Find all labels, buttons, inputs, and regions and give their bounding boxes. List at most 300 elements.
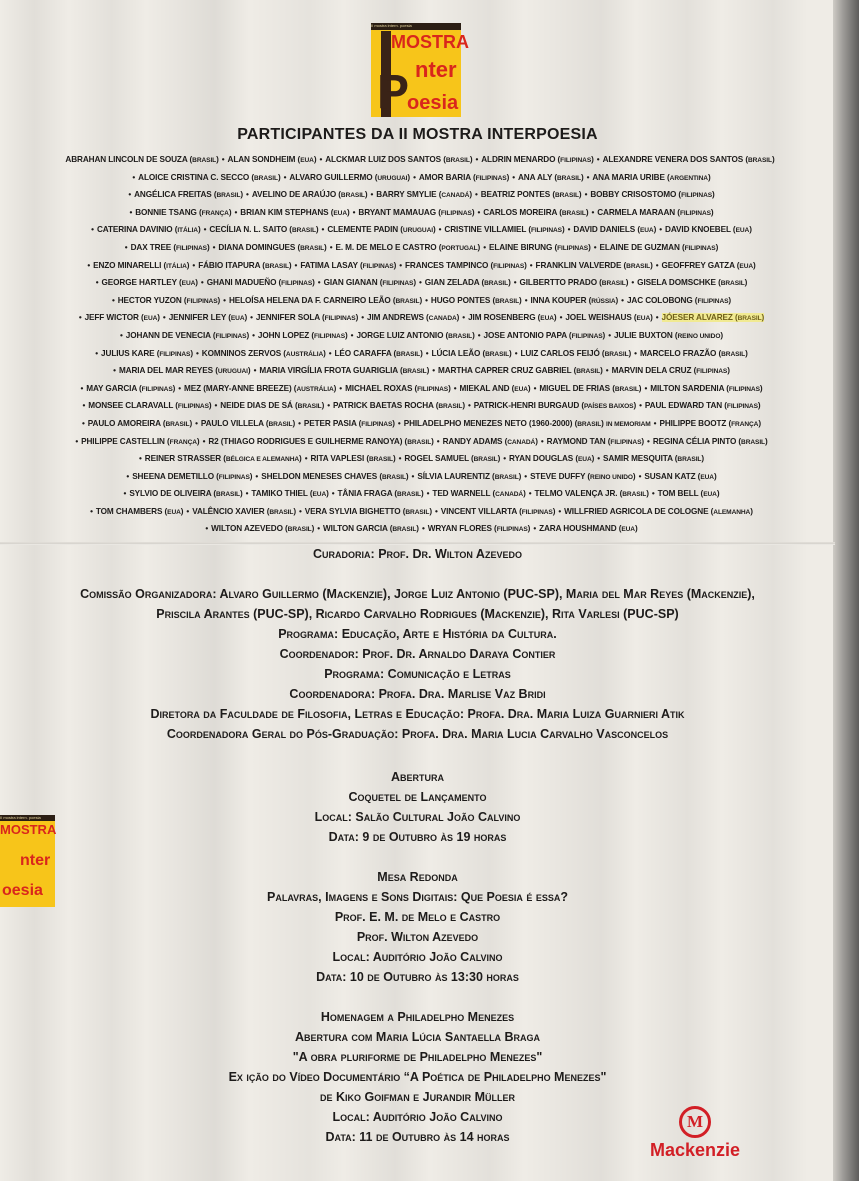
participant: BARRY SMYLIE (CANADÁ)	[376, 190, 472, 200]
participant-name: TAMIKO THIEL	[251, 489, 308, 499]
participant-name: MARTHA CAPRER CRUZ GABRIEL	[437, 366, 572, 376]
bullet-separator: •	[111, 295, 115, 305]
bullet-separator: •	[245, 489, 249, 499]
participant: DAVID DANIELS (EUA)	[573, 225, 657, 235]
bullet-separator: •	[425, 295, 428, 305]
participant-name: MILTON SARDENIA	[650, 383, 725, 393]
credit-line: Coordenadora: Profa. Dra. Marlise Vaz Bridi	[289, 687, 546, 701]
participant-country: FILIPINAS	[560, 157, 592, 164]
participant-country: EUA	[181, 280, 196, 288]
bullet-separator: •	[113, 366, 116, 376]
bullet-separator: •	[462, 313, 466, 323]
bullet-separator: •	[234, 207, 238, 217]
bullet-separator: •	[328, 348, 332, 358]
bullet-separator: •	[651, 489, 655, 499]
participant-country: REINO UNIDO	[677, 332, 721, 340]
participant: WILTON GARCIA (BRASIL)	[323, 524, 419, 534]
bullet-separator: •	[475, 155, 479, 164]
participant: WRYAN FLORES (FILIPINAS)	[427, 524, 531, 534]
participant-country: BRASIL	[396, 350, 421, 358]
participant-country: ITÁLIA	[177, 227, 198, 235]
participant: SHEENA DEMETILLO (FILIPINAS)	[132, 471, 253, 481]
participant-name: RYAN DOUGLAS	[509, 454, 574, 464]
participant: JENNIFER SOLA (FILIPINAS)	[255, 313, 359, 323]
participant: DAX TREE (FILIPINAS)	[130, 242, 210, 252]
participant: TELMO VALENÇA JR. (BRASIL)	[534, 489, 649, 499]
participant: TÂNIA FRAGA (BRASIL)	[337, 489, 424, 499]
bullet-separator: •	[605, 366, 609, 376]
participant-name: KOMNINOS ZERVOS	[201, 348, 282, 358]
event-title: Mesa Redonda	[377, 870, 458, 884]
participant: WILTON AZEVEDO (BRASIL)	[211, 524, 315, 534]
participant-country: AUSTRÁLIA	[296, 385, 334, 393]
participant-country: BRASIL	[407, 438, 432, 446]
participant: JOEL WEISHAUS (EUA)	[565, 313, 653, 323]
participant: JEFF WICTOR (EUA)	[84, 313, 160, 323]
participant-name: E. M. DE MELO E CASTRO	[335, 242, 437, 252]
participant-country: EUA	[540, 315, 554, 323]
participant-name: PATRICK BAETAS ROCHA	[333, 401, 434, 411]
participant-row	[20, 397, 820, 415]
participant-country: BRASIL	[484, 280, 509, 288]
participant-name: REINER STRASSER	[144, 454, 222, 464]
participant-name: AMOR BARIA	[418, 172, 471, 182]
participant: MONSEE CLARAVALL (FILIPINAS)	[88, 401, 212, 411]
participant: FATIMA LASAY (FILIPINAS)	[300, 260, 397, 270]
bullet-separator: •	[477, 330, 481, 340]
participant-country: BRASIL	[576, 368, 601, 376]
participant-country: BRASIL	[747, 157, 772, 164]
participant-country: EUA	[230, 315, 245, 323]
participant-country: EUA	[333, 209, 347, 217]
participant-name: WILTON GARCIA	[323, 524, 388, 534]
participant-name: PAULO VILLELA	[200, 418, 264, 428]
participant: PETER PASIA (FILIPINAS)	[303, 418, 395, 428]
bullet-separator: •	[644, 383, 648, 393]
participant-country: BRASIL	[405, 508, 430, 516]
participant-country: CANADÁ	[441, 192, 470, 200]
bullet-separator: •	[559, 313, 563, 323]
participant-country: FILIPINAS	[728, 385, 760, 393]
participant-name: BEATRIZ PONTES	[480, 190, 551, 200]
bullet-separator: •	[413, 172, 416, 182]
participant-country: BRASIL	[495, 297, 520, 305]
participant: ALOICE CRISTINA C. SECCO (BRASIL)	[138, 172, 281, 182]
participant-name: WILTON AZEVEDO	[211, 524, 283, 534]
participant: LÉO CARAFFA (BRASIL)	[334, 348, 423, 358]
bullet-separator: •	[467, 401, 471, 411]
participant-country: FRANÇA	[169, 438, 197, 446]
participant: INNA KOUPER (RÚSSIA)	[530, 295, 619, 305]
participant-name: JENNIFER LEY	[168, 313, 227, 323]
bullet-separator: •	[591, 207, 595, 217]
participant: RANDY ADAMS (CANADÁ)	[442, 436, 538, 446]
participant: ANA ALY (BRASIL)	[517, 172, 584, 182]
bullet-separator: •	[120, 330, 123, 340]
participant-country: FRANÇA	[731, 420, 759, 428]
participant-country: AUSTRÁLIA	[285, 350, 324, 358]
participant-country: FILIPINAS	[571, 332, 603, 340]
bullet-separator: •	[317, 524, 321, 534]
participant-country: FILIPINAS	[697, 297, 729, 305]
participant-country: FILIPINAS	[530, 227, 562, 235]
participant-name: GIAN ZELADA	[424, 278, 480, 288]
participant-country: BRASIL	[216, 491, 240, 499]
participant-country: BRASIL	[300, 244, 325, 252]
participant-country: EUA	[167, 508, 181, 516]
participant-name: JEFF WICTOR	[84, 313, 139, 323]
bullet-separator: •	[129, 207, 133, 217]
participant-country: BRASIL	[448, 332, 473, 340]
page-title: PARTICIPANTES DA II MOSTRA INTERPOESIA	[237, 126, 598, 143]
participant-name: GEOFFREY GATZA	[661, 260, 735, 270]
logo-line1: MOSTRA	[391, 32, 469, 52]
participant: DAVID KNOEBEL (EUA)	[665, 225, 752, 235]
participant: FRANCES TAMPINCO (FILIPINAS)	[405, 260, 527, 270]
participant-name: NEIDE DIAS DE SÁ	[220, 401, 293, 411]
participant: LÚCIA LEÃO (BRASIL)	[431, 348, 512, 358]
participant: CARMELA MARAAN (FILIPINAS)	[597, 207, 714, 217]
logo-p: P	[377, 66, 410, 119]
bullet-separator: •	[200, 278, 204, 288]
participant: MARCELO FRAZÃO (BRASIL)	[639, 348, 748, 358]
bullet-separator: •	[319, 155, 323, 164]
participant-row	[20, 450, 820, 468]
participant-row	[20, 257, 820, 275]
participant-country: FILIPINAS	[361, 420, 393, 428]
event-line: Local: Auditório João Calvino	[332, 1110, 503, 1124]
participant-country: EUA	[577, 456, 592, 464]
participant-name: ALOICE CRISTINA C. SECCO	[138, 172, 250, 182]
participant: TOM CHAMBERS (EUA)	[95, 506, 184, 516]
mackenzie-name: Mackenzie	[649, 1140, 741, 1160]
bullet-separator: •	[78, 313, 82, 323]
participant-row	[20, 380, 820, 398]
bullet-separator: •	[621, 295, 624, 305]
participant: JULIE BUXTON (REINO UNIDO)	[613, 330, 723, 340]
participant: CARLOS MOREIRA (BRASIL)	[483, 207, 589, 217]
participant-name: CECÍLIA N. L. SAITO	[209, 225, 288, 235]
credit-line: Coordenador: Prof. Dr. Arnaldo Daraya Contier	[279, 647, 556, 661]
participant-country: FILIPINAS	[362, 262, 394, 270]
event-title: Abertura	[390, 770, 445, 784]
participant-name: CARMELA MARAAN	[597, 207, 676, 217]
bullet-separator: •	[398, 454, 402, 464]
bullet-separator: •	[528, 489, 532, 499]
participant-country: URUGUAI	[377, 174, 408, 182]
bullet-separator: •	[82, 418, 85, 428]
bullet-separator: •	[128, 190, 132, 200]
participant-name: BRYANT MAMAUAG	[358, 207, 437, 217]
participant: VERA SYLVIA BIGHETTO (BRASIL)	[304, 506, 432, 516]
event-title: Homenagem a Philadelpho Menezes	[320, 1010, 515, 1024]
participant-name: ELAINE DE GUZMAN	[599, 242, 680, 252]
participant-name: JOHANN DE VENECIA	[125, 330, 211, 340]
participant: R2 (THIAGO RODRIGUES E GUILHERME RANOYA) (BRASIL)	[208, 436, 434, 446]
participant-country: FILIPINAS	[496, 526, 528, 534]
bullet-separator: •	[533, 524, 537, 534]
participant-name: CARLOS MOREIRA	[483, 207, 558, 217]
participant-country: EUA	[143, 315, 158, 323]
participant-name: JÓESER ALVAREZ	[661, 313, 733, 323]
participant: MIGUEL DE FRIAS (BRASIL)	[539, 383, 642, 393]
bullet-separator: •	[253, 366, 257, 376]
logo-line2: nter	[20, 852, 51, 869]
event-line: Local: Auditório João Calvino	[332, 950, 503, 964]
participant: MARVIN DELA CRUZ (FILIPINAS)	[611, 366, 730, 376]
participant-country: REINO UNIDO	[590, 473, 633, 481]
participant: JAC COLOBONG (FILIPINAS)	[626, 295, 732, 305]
participant: CRISTINE VILLAMIEL (FILIPINAS)	[444, 225, 565, 235]
bullet-separator: •	[558, 506, 562, 516]
bullet-separator: •	[647, 436, 650, 446]
participant-name: JULIE BUXTON	[613, 330, 673, 340]
participant-country: EUA	[300, 157, 314, 164]
event-line: "A obra pluriforme de Philadelpho Menezes"	[292, 1050, 543, 1064]
bullet-separator: •	[361, 313, 365, 323]
participant-country: BRASIL	[269, 508, 294, 516]
participant: REGINA CÉLIA PINTO (BRASIL)	[652, 436, 768, 446]
bullet-separator: •	[283, 172, 287, 182]
participant-name: ALDRIN MENARDO	[481, 155, 556, 164]
participant-row	[20, 362, 820, 380]
participant: E. M. DE MELO E CASTRO (PORTUGAL)	[335, 242, 481, 252]
bullet-separator: •	[436, 436, 440, 446]
participant-name: SHELDON MENESES CHAVES	[261, 471, 378, 481]
participant-name: GEORGE HARTLEY	[101, 278, 177, 288]
participant-name: JULIUS KARE	[101, 348, 155, 358]
participant: MARTHA CAPRER CRUZ GABRIEL (BRASIL)	[437, 366, 603, 376]
participant-country: BRASIL	[395, 297, 420, 305]
participant-name: PETER PASIA	[303, 418, 357, 428]
participant-country: FILIPINAS	[281, 280, 313, 288]
participant-name: LÚCIA LEÃO	[431, 348, 481, 358]
participant: SAMIR MESQUITA (BRASIL)	[603, 454, 704, 464]
bullet-separator: •	[221, 155, 225, 164]
participant-country: BRASIL	[264, 262, 289, 270]
participant-country: BRASIL	[381, 473, 406, 481]
participant-name: INNA KOUPER	[530, 295, 587, 305]
bullet-separator: •	[638, 471, 642, 481]
participant-name: PATRICK-HENRI BURGAUD	[473, 401, 580, 411]
participant: GHANI MADUEÑO (FILIPINAS)	[206, 278, 315, 288]
participant-row	[20, 468, 820, 486]
logo-line3: oesia	[407, 92, 459, 114]
participant: AMOR BARIA (FILIPINAS)	[418, 172, 510, 182]
participant-country: FILIPINAS	[681, 192, 713, 200]
bullet-separator: •	[138, 454, 142, 464]
participant-country: PORTUGAL	[441, 244, 478, 252]
participant: MEZ (MARY-ANNE BREEZE) (AUSTRÁLIA)	[184, 383, 337, 393]
participant-name: PHILIPPE BOOTZ	[659, 418, 727, 428]
participant-country: PAÍSES BAIXOS	[583, 403, 634, 411]
participant-name: VALÊNCIO XAVIER	[192, 506, 265, 516]
participant: SÍLVIA LAURENTIZ (BRASIL)	[417, 471, 522, 481]
participant-row	[20, 239, 820, 257]
participant-country: CANADÁ	[507, 438, 536, 446]
participant-country: FILIPINAS	[324, 315, 356, 323]
participant: BONNIE TSANG (FRANÇA)	[135, 207, 232, 217]
participant: ZARA HOUSHMAND (EUA)	[539, 524, 638, 534]
participant-name: DAVID DANIELS	[573, 225, 636, 235]
participant: JULIUS KARE (FILIPINAS)	[101, 348, 193, 358]
participant: PATRICK BAETAS ROCHA (BRASIL)	[333, 401, 465, 411]
logo-line1: MOSTRA	[0, 822, 57, 837]
participant-country: BRASIL	[402, 368, 427, 376]
participant-name: LÉO CARAFFA	[334, 348, 392, 358]
participant-country: BRASIL	[368, 456, 393, 464]
participant-name: FRANCES TAMPINCO	[405, 260, 489, 270]
participant-country: BRASIL	[287, 526, 312, 534]
participant-name: GIAN GIANAN	[323, 278, 378, 288]
bullet-separator: •	[655, 313, 659, 323]
participant-row	[20, 186, 820, 204]
participant-name: MARCELO FRAZÃO	[639, 348, 717, 358]
participant-country: EUA	[514, 385, 528, 393]
participant: JORGE LUIZ ANTONIO (BRASIL)	[356, 330, 475, 340]
participant: GEOFFREY GATZA (EUA)	[661, 260, 756, 270]
participant: CLEMENTE PADIN (URUGUAI)	[327, 225, 436, 235]
participant-country: BÉLGICA E ALEMANHA	[225, 456, 300, 464]
participant-row	[20, 433, 820, 451]
participant-name: JOSE ANTONIO PAPA	[483, 330, 567, 340]
participant-country: FILIPINAS	[215, 332, 247, 340]
bullet-separator: •	[593, 242, 597, 252]
participant-row	[20, 309, 820, 327]
participant-country: BRASIL	[192, 157, 217, 164]
participant-country: CANADÁ	[495, 491, 524, 499]
participant: ALEXANDRE VENERA DOS SANTOS (BRASIL)	[602, 155, 775, 164]
participant-note: IN MEMORIAM	[605, 420, 651, 428]
participant-name: RANDY ADAMS	[442, 436, 503, 446]
participant-country: BRASIL	[677, 456, 702, 464]
participant: GIAN ZELADA (BRASIL)	[424, 278, 511, 288]
participant-country: BRASIL	[720, 280, 745, 288]
logo-line2: nter	[415, 57, 457, 82]
participant-country: BRASIL	[554, 192, 579, 200]
participant-name: BONNIE TSANG	[135, 207, 197, 217]
participant-country: BRASIL	[741, 438, 765, 446]
bullet-separator: •	[186, 506, 190, 516]
credit-line: Curadoria: Prof. Dr. Wilton Azevedo	[313, 547, 522, 561]
participant-country: FILIPINAS	[679, 209, 711, 217]
participant-name: PAUL EDWARD TAN	[644, 401, 723, 411]
participant-country: URUGUAI	[217, 368, 248, 376]
participant-name: PAULO AMOREIRA	[87, 418, 161, 428]
participant: ANA MARIA URIBE (ARGENTINA)	[592, 172, 711, 182]
participant-name: R2 (THIAGO RODRIGUES E GUILHERME RANOYA)	[208, 436, 403, 446]
participant-name: FATIMA LASAY	[300, 260, 358, 270]
event-line: Coquetel de Lançamento	[348, 790, 487, 804]
participant: NEIDE DIAS DE SÁ (BRASIL)	[220, 401, 325, 411]
participant-name: TÂNIA FRAGA	[337, 489, 393, 499]
participant-row	[20, 503, 820, 521]
participant-country: BRASIL	[473, 456, 498, 464]
participant: CECÍLIA N. L. SAITO (BRASIL)	[209, 225, 319, 235]
participant: MAY GARCIA (FILIPINAS)	[86, 383, 176, 393]
participant-name: MARVIN DELA CRUZ	[611, 366, 692, 376]
participant-name: WRYAN FLORES	[427, 524, 492, 534]
participant-country: BRASIL	[737, 315, 762, 323]
participant: BOBBY CRISOSTOMO (FILIPINAS)	[590, 190, 715, 200]
credit-line: Comissão Organizadora: Alvaro Guillermo (Mackenzie), Jorge Luiz Antonio (PUC-SP), Maria del Mar Reyes (Mackenzie),	[80, 587, 755, 601]
bullet-separator: •	[80, 383, 84, 393]
participant-country: FILIPINAS	[186, 297, 218, 305]
participant-country: BRASIL	[216, 192, 241, 200]
bullet-separator: •	[329, 242, 333, 252]
bullet-separator: •	[418, 278, 422, 288]
participant: FÁBIO ITAPURA (BRASIL)	[198, 260, 292, 270]
participant: CATERINA DAVINIO (ITÁLIA)	[96, 225, 201, 235]
bullet-separator: •	[512, 172, 515, 182]
participant-row	[20, 327, 820, 345]
participant: JENNIFER LEY (EUA)	[168, 313, 248, 323]
participant-country: FILIPINAS	[440, 209, 472, 217]
participant-name: ELAINE BIRUNG	[488, 242, 553, 252]
participant: PAULO AMOREIRA (BRASIL)	[87, 418, 193, 428]
participant-name: ENZO MINARELLI	[93, 260, 162, 270]
participant-country: FILIPINAS	[177, 403, 209, 411]
participant-name: JIM ANDREWS	[367, 313, 424, 323]
event-line: Data: 11 de Outubro às 14 horas	[325, 1130, 510, 1144]
participant-name: DAVID KNOEBEL	[665, 225, 731, 235]
bullet-separator: •	[503, 454, 507, 464]
event-line: Data: 10 de Outubro às 13:30 horas	[316, 970, 519, 984]
participant: WILLFRIED AGRICOLA DE COLOGNE (ALEMANHA)	[564, 506, 753, 516]
participant-country: BRASIL	[494, 473, 519, 481]
participant: RITA VAPLESI (BRASIL)	[310, 454, 396, 464]
participant: JÓESER ALVAREZ (BRASIL)	[661, 313, 765, 323]
participant-name: CRISTINE VILLAMIEL	[444, 225, 527, 235]
event-line: Ex ição do Vídeo Documentário “A Poética de Philadelpho Menezes"	[228, 1070, 607, 1084]
participant-row	[20, 151, 820, 169]
participant: PAULO VILLELA (BRASIL)	[200, 418, 296, 428]
bullet-separator: •	[87, 260, 91, 270]
participant-name: SAMIR MESQUITA	[603, 454, 673, 464]
participant: ALCKMAR LUIZ DOS SANTOS (BRASIL)	[325, 155, 473, 164]
bullet-separator: •	[90, 506, 93, 516]
mostra-interpoesia-logo	[371, 23, 469, 119]
participant-country: BRASIL	[604, 350, 629, 358]
participant-name: BRIAN KIM STEPHANS	[240, 207, 329, 217]
participant-country: EUA	[636, 315, 651, 323]
participant-name: MONSEE CLARAVALL	[88, 401, 174, 411]
participant: GEORGE HARTLEY (EUA)	[101, 278, 198, 288]
participant-country: FILIPINAS	[610, 438, 642, 446]
participant: AVELINO DE ARAÚJO (BRASIL)	[251, 190, 368, 200]
participant: BRYANT MAMAUAG (FILIPINAS)	[358, 207, 475, 217]
participant: MARIA VIRGÍLIA FROTA GUARIGLIA (BRASIL)	[259, 366, 430, 376]
participant-name: MIGUEL DE FRIAS	[539, 383, 611, 393]
bullet-separator: •	[397, 418, 401, 428]
participant: SUSAN KATZ (EUA)	[644, 471, 717, 481]
bullet-separator: •	[453, 383, 457, 393]
participant-name: MAY GARCIA	[86, 383, 137, 393]
participant-name: HELOÍSA HELENA DA F. CARNEIRO LEÃO	[228, 295, 391, 305]
participant: MILTON SARDENIA (FILIPINAS)	[650, 383, 763, 393]
participant: TED WARNELL (CANADÁ)	[432, 489, 526, 499]
credits-block	[0, 544, 835, 744]
participant: MIEKAL AND (EUA)	[459, 383, 531, 393]
participant-country: FILIPINAS	[521, 508, 553, 516]
participant-country: BRASIL	[601, 280, 626, 288]
bullet-separator: •	[426, 489, 430, 499]
participant-country: BRASIL	[626, 262, 651, 270]
participant: GILBERTTO PRADO (BRASIL)	[519, 278, 629, 288]
participant-name: RAYMOND TAN	[546, 436, 606, 446]
bullet-separator: •	[634, 348, 637, 358]
event	[0, 767, 835, 847]
